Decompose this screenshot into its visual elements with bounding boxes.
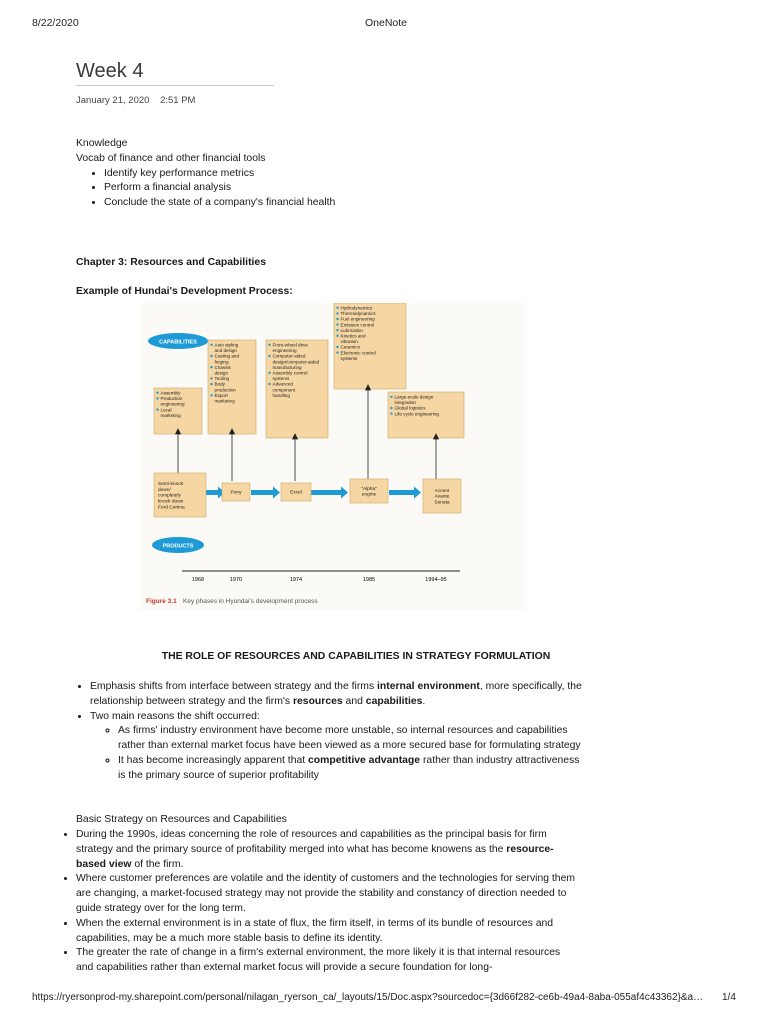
product-label: completely	[158, 493, 181, 499]
capability-item: engineering	[160, 401, 185, 407]
product-box	[350, 479, 388, 503]
capability-item: systems	[340, 355, 358, 361]
page-time: 2:51 PM	[160, 95, 196, 106]
capability-box	[154, 388, 202, 434]
bullet-dot	[390, 412, 392, 414]
bold-term: internal environment	[377, 681, 480, 692]
product-box	[281, 483, 311, 501]
capability-item: forging	[214, 359, 229, 365]
text: .	[422, 695, 426, 707]
capability-item: integration	[394, 400, 416, 406]
bullet-dot	[210, 355, 212, 357]
year-label: 1974	[289, 577, 303, 583]
product-box	[222, 483, 250, 501]
knowledge-subheading: Vocab of finance and other financial tools	[76, 152, 266, 164]
text: , more specifically, the relationship between strategy and the firm's	[90, 681, 582, 707]
text: rather than industry attractiveness is the primary source of superior profitability	[118, 754, 580, 781]
bullet-dot	[156, 397, 158, 399]
role-section	[62, 680, 582, 784]
bullet-dot	[390, 396, 392, 398]
basic-section-heading: Basic Strategy on Resources and Capabilities	[76, 814, 287, 825]
bullet-dot	[210, 377, 212, 379]
capability-item: systems	[272, 376, 290, 382]
timeline-arrow	[251, 490, 273, 495]
bold-term: competitive advantage	[308, 754, 421, 766]
capability-item: Advanced	[272, 381, 293, 387]
capability-item: vibration	[340, 339, 358, 345]
product-label: "Alpha"	[361, 486, 377, 492]
capability-item: Production	[160, 396, 183, 402]
page-title: Week 4	[76, 60, 144, 82]
year-label: 1985	[362, 577, 376, 583]
title-divider	[76, 85, 274, 86]
capability-item: Computer-aided	[272, 353, 306, 359]
capability-box	[208, 340, 256, 434]
capability-item: Casting and	[214, 353, 240, 359]
capability-item: and design	[214, 348, 237, 354]
bullet-dot	[336, 312, 338, 314]
bullet-dot	[156, 392, 158, 394]
capability-item: Body	[214, 381, 225, 387]
product-label: Excel	[290, 490, 302, 496]
capability-item: Auto styling	[214, 342, 239, 348]
bullet-dot	[210, 366, 212, 368]
product-label: Avante	[434, 494, 450, 500]
text: Emphasis shifts from interface between strategy and the firms	[90, 681, 378, 692]
bullet-dot	[268, 344, 270, 346]
capability-item: Thermodynamics	[340, 311, 376, 317]
bullet-dot	[210, 394, 212, 396]
bullet-dot	[390, 407, 392, 409]
product-box	[423, 479, 461, 513]
list-item	[90, 710, 582, 784]
bullet-dot	[336, 318, 338, 320]
figure-caption-text: Key phases in Hyundai's development process	[183, 598, 318, 605]
knowledge-heading: Knowledge	[76, 138, 128, 149]
bullet-dot	[268, 355, 270, 357]
print-date: 8/22/2020	[32, 17, 79, 29]
year-label: 1968	[191, 577, 205, 583]
example-heading: Example of Hundai's Development Process:	[76, 286, 293, 297]
capability-item: manufacturing	[272, 364, 302, 370]
capability-item: design	[214, 370, 229, 376]
figure-caption-label: Figure 3.1	[146, 598, 177, 605]
bullet-dot	[336, 351, 338, 353]
page-date: January 21, 2020	[76, 95, 150, 106]
product-label: Ford Cortina	[158, 505, 185, 511]
capability-box	[334, 303, 406, 389]
capability-item: marketing	[214, 398, 235, 404]
product-box	[154, 473, 206, 517]
capability-item: Local	[160, 407, 172, 413]
role-list	[62, 680, 582, 784]
capability-item: Ceramics	[340, 344, 360, 350]
year-label: 1994–95	[425, 577, 447, 583]
product-label: Pony	[230, 490, 242, 496]
product-label: Accent	[434, 488, 450, 494]
capability-item: marketing	[160, 412, 181, 418]
product-label: Sonata	[434, 500, 450, 506]
capability-box	[266, 340, 328, 438]
bullet-dot	[336, 335, 338, 337]
bold-term: resources	[292, 695, 343, 707]
products-label: PRODUCTS	[162, 543, 194, 550]
bullet-dot	[336, 307, 338, 309]
capability-item: Tooling	[214, 376, 230, 382]
product-label: engine	[361, 492, 377, 498]
text: Two main reasons the shift occurred:	[90, 710, 260, 722]
chapter-heading: Chapter 3: Resources and Capabilities	[76, 257, 266, 268]
footer-url: https://ryersonprod-my.sharepoint.com/personal/nilagan_ryerson_ca/_layouts/15/Doc.aspx?sourcedoc={3d66f282-ce6b-49a4-8aba-055af4c43362}&a…	[32, 992, 704, 1003]
app-name: OneNote	[365, 17, 408, 29]
bullet-dot	[336, 323, 338, 325]
bullet-dot	[336, 346, 338, 348]
year-label: 1970	[229, 577, 243, 583]
list-item	[118, 754, 582, 784]
product-label: knock down	[158, 499, 184, 505]
capabilities-label: CAPABILITIES	[159, 339, 197, 346]
capability-box	[388, 392, 464, 438]
capability-item: Export	[214, 392, 228, 398]
bullet-dot	[210, 344, 212, 346]
text: of the firm.	[131, 858, 184, 870]
capability-item: Assembly	[160, 390, 181, 396]
timeline-arrow	[311, 490, 341, 495]
timeline-arrow	[206, 490, 218, 495]
capability-item: Global logistics	[394, 405, 426, 411]
bold-term: resource-based view	[76, 843, 554, 870]
list-item: • Perform a financial analysis	[104, 181, 636, 196]
page-meta	[76, 95, 195, 106]
list-item: • Conclude the state of a company's financial health	[104, 196, 636, 211]
figure-diagram	[140, 303, 525, 610]
list-item: • When the external environment is in a state of flux, the firm itself, in terms of its bundle of resources and capabilities, may be a much more stable basis to define its identity.	[76, 917, 578, 947]
capability-item: Hydrodynamics	[340, 305, 373, 311]
knowledge-list	[76, 167, 636, 211]
text: and	[342, 695, 366, 707]
capability-item: Chassis	[214, 364, 231, 370]
list-item	[76, 828, 578, 872]
capability-item: Front-wheel drive	[272, 342, 308, 348]
capability-item: engineering	[272, 348, 297, 354]
basic-section	[48, 828, 578, 976]
figure-background	[140, 303, 525, 610]
bullet-dot	[210, 383, 212, 385]
timeline-arrow	[389, 490, 414, 495]
capability-item: component	[272, 387, 296, 393]
bullet-dot	[268, 372, 270, 374]
sub-list	[90, 724, 582, 783]
bullet-dot	[156, 408, 158, 410]
capability-item: Assembly control	[272, 370, 308, 376]
product-label: Semi-knock-	[158, 482, 185, 488]
text: During the 1990s, ideas concerning the role of resources and capabilities as the principal basis for firm strategy and the primary source of profitability merged into what has become knowens as the	[76, 829, 547, 855]
footer-page: 1/4	[722, 992, 736, 1003]
hyundai-figure	[140, 303, 525, 610]
text: It has become increasingly apparent that	[118, 754, 309, 766]
knowledge-section	[76, 137, 636, 211]
bold-term: capabilities	[365, 695, 423, 707]
capability-item: production	[214, 387, 236, 393]
list-item: ◦ As firms' industry environment have become more unstable, so internal resources and capabilities rather than external market focus have been viewed as a more secured base for formulating strategy	[118, 724, 582, 754]
product-label: down/	[158, 487, 171, 493]
capability-item: Life cycle engineering	[394, 411, 439, 417]
list-item: • Identify key performance metrics	[104, 167, 636, 182]
capability-item: Fuel engineering	[340, 316, 375, 322]
bullet-dot	[336, 329, 338, 331]
role-section-heading: THE ROLE OF RESOURCES AND CAPABILITIES IN STRATEGY FORMULATION	[161, 651, 551, 662]
bullet-dot	[268, 383, 270, 385]
capability-item: design/computer-aided	[272, 359, 320, 365]
list-item	[90, 680, 582, 710]
basic-list	[48, 828, 578, 976]
capability-item: handling	[272, 392, 290, 398]
capability-item: Electronic control	[340, 350, 376, 356]
capability-item: Kinetics and	[340, 333, 366, 339]
capability-item: Large-scale design	[394, 394, 434, 400]
capability-item: Lubrication	[340, 327, 363, 333]
list-item: • The greater the rate of change in a firm's external environment, the more likely it is that internal resources and capabilities rather than external market focus will provide a secure foundation for long-	[76, 946, 578, 976]
capability-item: Emission control	[340, 322, 375, 328]
list-item: • Where customer preferences are volatile and the identity of customers and the technologies for serving them are changing, a market-focused strategy may not provide the stability and constancy of direction needed to guide strategy over for the long term.	[76, 872, 578, 916]
